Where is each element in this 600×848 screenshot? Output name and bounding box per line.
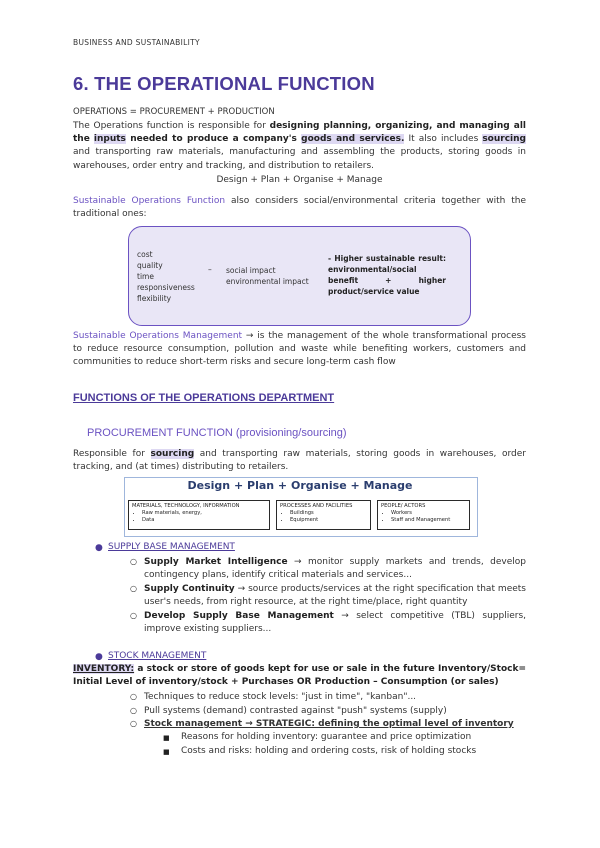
bullet-icon: ● [95, 652, 103, 662]
cell-item: • Data [142, 517, 266, 524]
diagram-title: Design + Plan + Organise + Manage [187, 479, 413, 492]
criteria-item: cost [137, 250, 153, 259]
square-bullet-icon: ■ [163, 748, 170, 756]
cell-heading: PEOPLE/ ACTORS [381, 503, 426, 509]
impact-item: social impact [226, 266, 276, 275]
stock-subitem: Reasons for holding inventory: guarantee and price optimization [181, 732, 472, 742]
sustainable-result: - Higher sustainable result: environmental/social benefit + higher product/service value [328, 254, 446, 296]
design-plan-formula: Design + Plan + Organise + Manage [216, 175, 383, 185]
cell-item: • Staff and Management [391, 517, 466, 524]
cell-item: • Equipment [290, 517, 367, 524]
cell-heading: PROCESSES AND FACILITIES [280, 503, 353, 509]
square-bullet-icon: ■ [163, 734, 170, 742]
criteria-item: time [137, 272, 154, 281]
supply-base-item: Supply Continuity → source products/services at the right specification that meets user's needs, from right resource, at the right time/place, right quantity [144, 584, 526, 608]
supply-base-item: Supply Market Intelligence → monitor supply markets and trends, develop contingency plans, identify critical materials and services... [144, 557, 527, 581]
diagram-cell-processes [276, 500, 371, 530]
operations-equation: OPERATIONS = PROCUREMENT + PRODUCTION [73, 107, 275, 117]
circle-bullet-icon: ○ [130, 692, 137, 701]
stock-heading: STOCK MANAGEMENT [108, 651, 207, 661]
circle-bullet-icon: ○ [130, 611, 137, 620]
supply-base-item: Develop Supply Base Management → select competitive (TBL) suppliers, improve existing suppliers... [144, 611, 526, 635]
circle-bullet-icon: ○ [130, 557, 137, 566]
stock-item-strategic: Stock management → STRATEGIC: defining the optimal level of inventory [144, 719, 514, 729]
criteria-list [137, 249, 195, 304]
sustainable-ops-function-paragraph: Sustainable Operations Function also considers social/environmental criteria together with the traditional ones: [73, 196, 526, 220]
procurement-paragraph: Responsible for sourcing and transporting raw materials, storing goods in warehouses, order tracking, and (at times) distributing to retailers. [73, 449, 526, 473]
diagram-cell-materials [128, 500, 270, 530]
cell-heading: MATERIALS, TECHNOLOGY, INFORMATION [132, 503, 240, 509]
stock-item: Techniques to reduce stock levels: "just in time", "kanban"... [144, 692, 417, 702]
stock-item: Pull systems (demand) contrasted against "push" systems (supply) [144, 706, 447, 716]
inventory-definition: INVENTORY: a stock or store of goods kept for use or sale in the future Inventory/Stock= Initial Level of inventory/stock + Purchases OR Production – Consumption (or sales) [73, 664, 526, 688]
criteria-dash: – [208, 265, 212, 274]
running-header: BUSINESS AND SUSTAINABILITY [73, 38, 200, 47]
circle-bullet-icon: ○ [130, 706, 137, 715]
supply-base-heading: SUPPLY BASE MANAGEMENT [108, 542, 235, 552]
procurement-heading: PROCUREMENT FUNCTION (provisioning/sourcing) [87, 427, 347, 439]
cell-item: • Workers [391, 510, 466, 517]
cell-item: • Buildings [290, 510, 367, 517]
diagram-cell-people [377, 500, 470, 530]
bullet-icon: ● [95, 543, 103, 553]
section-heading: FUNCTIONS OF THE OPERATIONS DEPARTMENT [73, 392, 335, 404]
impact-item: environmental impact [226, 277, 309, 286]
page-title: 6. THE OPERATIONAL FUNCTION [73, 73, 375, 94]
impact-list [226, 265, 309, 287]
criteria-item: quality [137, 261, 163, 270]
criteria-item: flexibility [137, 294, 172, 303]
criteria-item: responsiveness [137, 283, 195, 292]
cell-item: • Raw materials, energy, [142, 510, 266, 517]
som-paragraph: Sustainable Operations Management → is the management of the whole transformational process to reduce resource consumption, pollution and waste while benefiting workers, customers and communities to reduce short-term risks and secure long-term cash flow [73, 331, 526, 368]
circle-bullet-icon: ○ [130, 584, 137, 593]
intro-paragraph: The Operations function is responsible for designing planning, organizing, and managing all the inputs needed to produce a company's goods and services. It also includes sourcing and transporting raw materials, manufacturing and assembling the products, storing goods in warehouses, order entry and tracking, and distribution to retailers. [73, 121, 526, 171]
circle-bullet-icon: ○ [130, 719, 137, 728]
stock-subitem: Costs and risks: holding and ordering costs, risk of holding stocks [181, 746, 477, 756]
